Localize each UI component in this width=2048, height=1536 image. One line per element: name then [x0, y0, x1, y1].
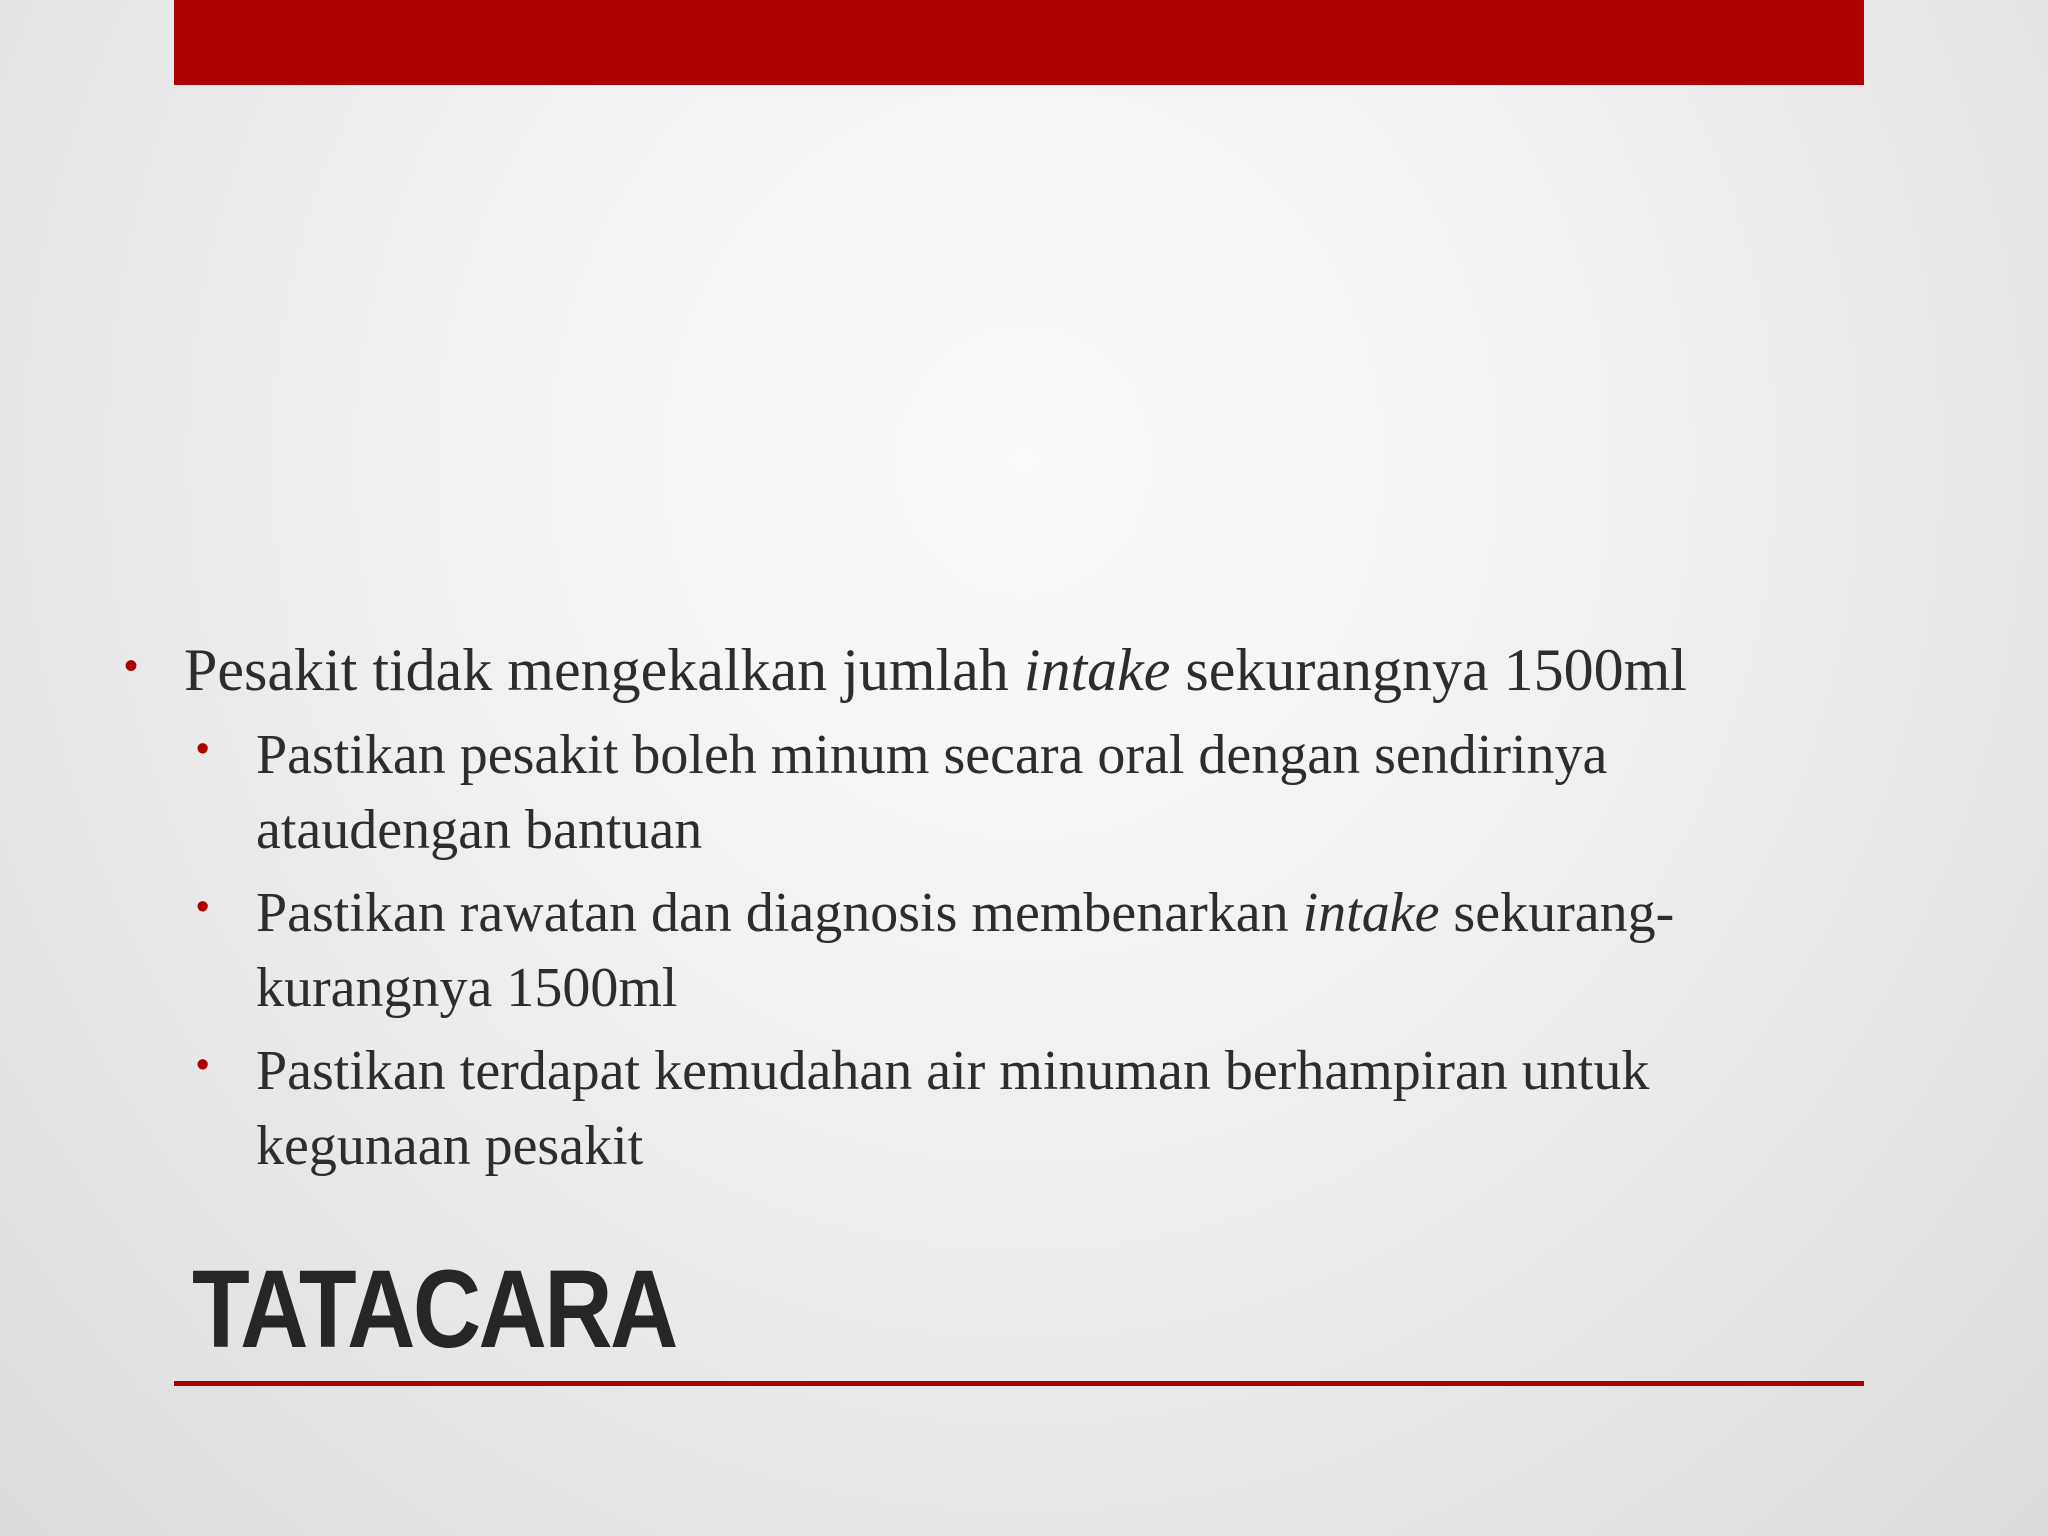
- sub-bullet-text: Pastikan pesakit boleh minum secara oral dengan sendirinya ataudengan bantuan: [256, 724, 1608, 861]
- sub-bullet-3: [120, 1034, 1900, 1184]
- slide-content: [120, 630, 1900, 1184]
- bullet-text-emphasis: intake: [1023, 637, 1171, 703]
- sub-bullet-text-emphasis: intake: [1302, 882, 1440, 944]
- slide-title: TATACARA: [192, 1248, 676, 1371]
- sub-bullet-text-pre: Pastikan rawatan dan diagnosis membenarkan: [256, 882, 1303, 944]
- bullet-text-pre: Pesakit tidak mengekalkan jumlah: [184, 637, 1024, 703]
- sub-bullet-marker-icon: •: [196, 728, 210, 770]
- sub-bullet-marker-icon: •: [196, 1044, 210, 1086]
- title-underline-rule: [174, 1381, 1864, 1386]
- bullet-marker-icon: •: [124, 644, 139, 688]
- sub-bullet-text-post: sekurang-kurangnya 1500ml: [256, 882, 1675, 1019]
- sub-bullet-marker-icon: •: [196, 886, 210, 928]
- bullet-level1: [120, 630, 1900, 710]
- sub-bullet-1: [120, 718, 1900, 868]
- sub-bullet-text: Pastikan terdapat kemudahan air minuman berhampiran untuk kegunaan pesakit: [256, 1040, 1650, 1177]
- top-accent-bar: [174, 0, 1864, 85]
- sub-bullet-2: [120, 876, 1900, 1026]
- bullet-text-post: sekurangnya 1500ml: [1170, 637, 1687, 703]
